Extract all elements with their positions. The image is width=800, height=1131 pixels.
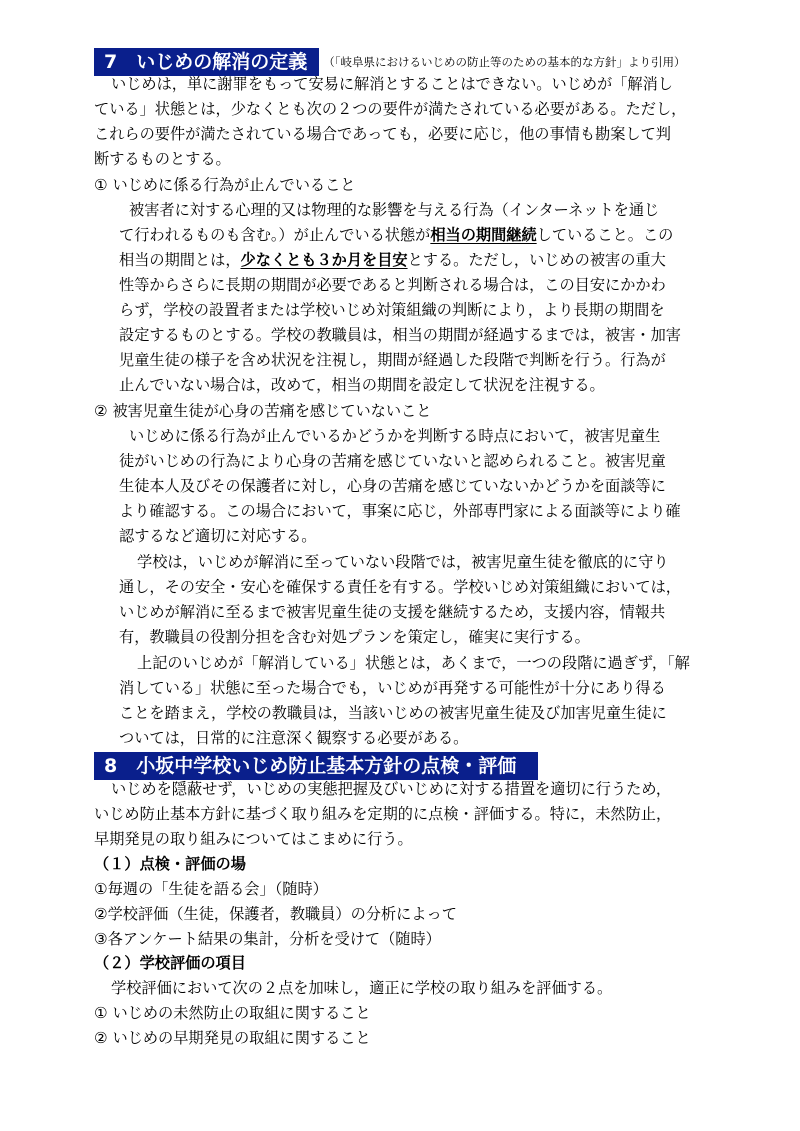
para-3-line-4: ついては，日常的に注意深く観察する必要がある。 bbox=[119, 729, 469, 747]
item-2-heading: ② 被害児童生徒が心身の苦痛を感じていないこと bbox=[94, 402, 432, 420]
para-3-line-3: ことを踏まえ，学校の教職員は，当該いじめの被害児童生徒及び加害児童生徒に bbox=[119, 704, 667, 722]
para-2-line-3: いじめが解消に至るまで被害児童生徒の支援を継続するため，支援内容，情報共 bbox=[119, 603, 666, 621]
emphasis-continued-period: 相当の期間継続 bbox=[430, 226, 537, 244]
s7-intro-line-2: ている」状態とは，少なくとも次の２つの要件が満たされている必要がある。ただし， bbox=[94, 100, 687, 118]
item-1-line-4: 性等からさらに長期の期間が必要であると判断される場合は，この目安にかかわ bbox=[119, 276, 666, 294]
item-1-line-2: て行われるものも含む。）が止んでいる状態が相当の期間継続していること。この bbox=[119, 226, 674, 244]
s7-intro-line-4: 断するものとする。 bbox=[94, 150, 231, 168]
item-1-line-3: 相当の期間とは，少なくとも３か月を目安とする。ただし，いじめの被害の重大 bbox=[119, 251, 666, 269]
item-2-line-5: 認するなど適切に対応する。 bbox=[119, 527, 317, 545]
item-1-line-5: らず，学校の設置者または学校いじめ対策組織の判断により，より長期の期間を bbox=[119, 301, 665, 319]
section-7-title: 7 いじめの解消の定義 bbox=[94, 48, 319, 76]
item-2-line-2: 徒がいじめの行為により心身の苦痛を感じていないと認められること。被害児童 bbox=[119, 452, 666, 470]
s8-intro-line-2: いじめ防止基本方針に基づく取り組みを定期的に点検・評価する。特に，未然防止， bbox=[94, 805, 672, 823]
para-2-line-4: 有，教職員の役割分担を含む対処プランを策定し，確実に実行する。 bbox=[119, 628, 590, 646]
emphasis-three-months: 少なくとも３か月を目安 bbox=[240, 251, 408, 269]
para-3-line-1: 上記のいじめが「解消している」状態とは，あくまで，一つの段階に過ぎず，「解 bbox=[137, 654, 690, 672]
section-7-heading bbox=[94, 48, 685, 76]
sub-2-intro: 学校評価において次の２点を加味し，適正に学校の取り組みを評価する。 bbox=[111, 979, 613, 997]
sub-1-item-1: ①毎週の「生徒を語る会」（随時） bbox=[94, 880, 328, 898]
item-2-line-3: 生徒本人及びその保護者に対し，心身の苦痛を感じていないかどうかを面談等に bbox=[119, 477, 666, 495]
sub-1-item-3: ③各アンケート結果の集計，分析を受けて（随時） bbox=[94, 930, 441, 948]
sub-2-item-2: ② いじめの早期発見の取組に関すること bbox=[94, 1029, 371, 1047]
sub-1-item-2: ②学校評価（生徒，保護者，教職員）の分析によって bbox=[94, 905, 457, 923]
item-2-line-4: より確認する。この場合において，事案に応じ，外部専門家による面談等により確 bbox=[119, 502, 681, 520]
item-1-line-6: 設定するものとする。学校の教職員は，相当の期間が経過するまでは，被害・加害 bbox=[119, 326, 681, 344]
para-2-line-1: 学校は，いじめが解消に至っていない段階では，被害児童生徒を徹底的に守り bbox=[137, 553, 669, 571]
s7-intro-line-1: いじめは，単に謝罪をもって安易に解消とすることはできない。いじめが「解消し bbox=[111, 75, 673, 93]
subsection-1-heading: （１）点検・評価の場 bbox=[94, 855, 246, 873]
para-2-line-2: 通し，その安全・安心を確保する責任を有する。学校いじめ対策組織においては， bbox=[119, 578, 681, 596]
subsection-2-heading: （２）学校評価の項目 bbox=[94, 954, 246, 972]
section-8-heading bbox=[94, 752, 538, 780]
section-7-citation: （「岐阜県におけるいじめの防止等のための基本的な方針」より引用） bbox=[323, 55, 686, 69]
item-1-line-1: 被害者に対する心理的又は物理的な影響を与える行為（インターネットを通じ bbox=[129, 201, 660, 219]
item-2-line-1: いじめに係る行為が止んでいるかどうかを判断する時点において，被害児童生 bbox=[129, 427, 661, 445]
para-3-line-2: 消している」状態に至った場合でも，いじめが再発する可能性が十分にあり得る bbox=[119, 679, 666, 697]
s8-intro-line-3: 早期発見の取り組みについてはこまめに行う。 bbox=[94, 830, 413, 848]
item-1-line-8: 止んでいない場合は，改めて，相当の期間を設定して状況を注視する。 bbox=[119, 376, 605, 394]
item-1-heading: ① いじめに係る行為が止んでいること bbox=[94, 176, 356, 194]
item-1-line-7: 児童生徒の様子を含め状況を注視し，期間が経過した段階で判断を行う。行為が bbox=[119, 351, 666, 369]
section-8-title: 8 小坂中学校いじめ防止基本方針の点検・評価 bbox=[94, 752, 538, 780]
sub-2-item-1: ① いじめの未然防止の取組に関すること bbox=[94, 1004, 371, 1022]
s7-intro-line-3: これらの要件が満たされている場合であっても，必要に応じ，他の事情も勘案して判 bbox=[94, 125, 671, 143]
s8-intro-line-1: いじめを隠蔽せず，いじめの実態把握及びいじめに対する措置を適切に行うため， bbox=[111, 780, 672, 798]
